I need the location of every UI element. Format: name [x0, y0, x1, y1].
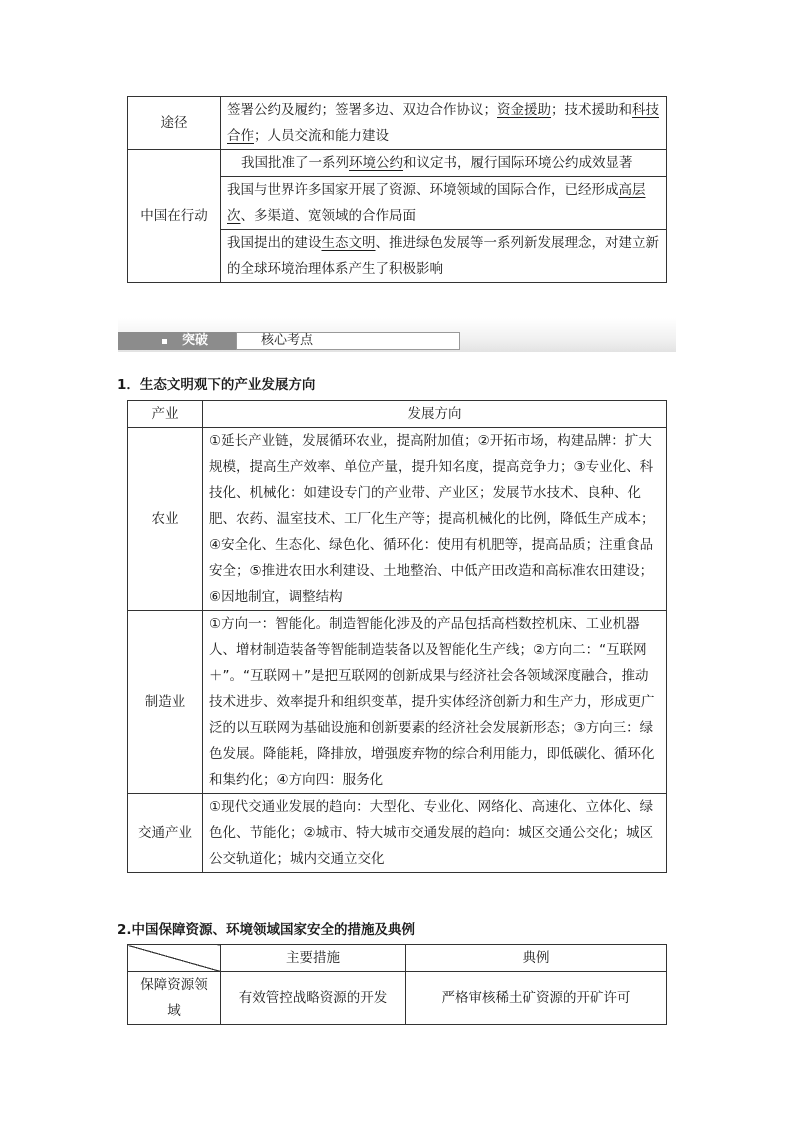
- measure-cell: 有效管控战略资源的开发: [221, 972, 406, 1025]
- table-header-row: [128, 945, 667, 972]
- banner-dark-label: 突破: [182, 333, 209, 348]
- industry-cell: 农业: [128, 428, 203, 611]
- text-segment: 我国与世界许多国家开展了资源、环境领域的国际合作，已经形成: [227, 182, 619, 198]
- row-label: 途径: [128, 97, 221, 150]
- international-cooperation-table: [127, 96, 667, 283]
- text-segment: ；技术援助和: [551, 102, 632, 118]
- table-row: [128, 972, 667, 1025]
- table-row: [128, 150, 667, 177]
- text-segment: 签署公约及履约；签署多边、双边合作协议；: [227, 102, 497, 118]
- text-segment: 、推进绿色发展等一系列新发展理念，对建立新的全球环境治理体系产生了积极影响: [227, 235, 659, 277]
- underlined-term: 生态文明: [321, 235, 376, 251]
- banner-light-label: 核心考点: [261, 333, 314, 348]
- text-segment: 、多渠道、宽领域的合作局面: [240, 208, 416, 224]
- column-header-measure: 主要措施: [221, 945, 406, 972]
- column-header-industry: 产业: [128, 401, 203, 428]
- text-segment: 和议定书，履行国际环境公约成效显著: [403, 155, 633, 171]
- row-content: [221, 150, 667, 177]
- row-content: [221, 177, 667, 230]
- direction-cell: ①延长产业链，发展循环农业，提高附加值；②开拓市场，构建品牌：扩大规模，提高生产效率、单位产量，提升知名度，提高竞争力；③专业化、科技化、机械化：如建设专门的产业带、产业区；发展节水技术、良种、化肥、农药、温室技术、工厂化生产等；提高机械化的比例，降低生产成本；④安全化、生态化、绿色化、循环化：使用有机肥等，提高品质；注重食品安全；⑤推进农田水利建设、土地整治、中低产田改造和高标准农田建设；⑥因地制宜，调整结构: [203, 428, 667, 611]
- row-content: [221, 230, 667, 283]
- table-row: [128, 97, 667, 150]
- square-bullet-icon: [162, 339, 167, 344]
- underlined-term: 高层次: [227, 182, 646, 224]
- section-banner: [118, 318, 676, 352]
- column-header-direction: 发展方向: [203, 401, 667, 428]
- banner-tab-dark: [118, 332, 236, 350]
- direction-cell: ①方向一：智能化。制造智能化涉及的产品包括高档数控机床、工业机器人、增材制造装备等智能制造装备以及智能化生产线；②方向二：“互联网＋”。“互联网＋”是把互联网的创新成果与经济社会各领域深度融合，推动技术进步、效率提升和组织变革，提升实体经济创新力和生产力，形成更广泛的以互联网为基础设施和创新要素的经济社会发展新形态；③方向三：绿色发展。降能耗，降排放，增强废弃物的综合利用能力，即低碳化、循环化和集约化；④方向四：服务化: [203, 611, 667, 794]
- industry-cell: 交通产业: [128, 794, 203, 873]
- text-segment: 我国提出的建设: [227, 235, 322, 251]
- banner-tab-light: [236, 332, 460, 350]
- industry-cell: 制造业: [128, 611, 203, 794]
- section-2-heading: 2.中国保障资源、环境领域国家安全的措施及典例: [117, 922, 416, 938]
- text-segment: ；人员交流和能力建设: [254, 128, 389, 144]
- table-row: [128, 428, 667, 611]
- underlined-term: 资金援助: [497, 102, 551, 118]
- row-content: [221, 97, 667, 150]
- domain-cell: 保障资源领域: [128, 972, 221, 1025]
- underlined-term: 环境公约: [349, 155, 403, 171]
- row-label: 中国在行动: [128, 150, 221, 283]
- table-header-row: [128, 401, 667, 428]
- industry-direction-table: [127, 400, 667, 873]
- table-row: [128, 794, 667, 873]
- underlined-term: 科技合作: [227, 102, 659, 144]
- security-measures-table: [127, 944, 667, 1025]
- column-header-example: 典例: [406, 945, 667, 972]
- table-row: [128, 611, 667, 794]
- text-segment: 我国批准了一系列: [241, 155, 349, 171]
- section-1-heading: 1．生态文明观下的产业发展方向: [117, 377, 316, 393]
- diagonal-header-cell: [128, 945, 221, 972]
- example-cell: 严格审核稀土矿资源的开矿许可: [406, 972, 667, 1025]
- direction-cell: ①现代交通业发展的趋向：大型化、专业化、网络化、高速化、立体化、绿色化、节能化；②城市、特大城市交通发展的趋向：城区交通公交化；城区公交轨道化；城内交通立交化: [203, 794, 667, 873]
